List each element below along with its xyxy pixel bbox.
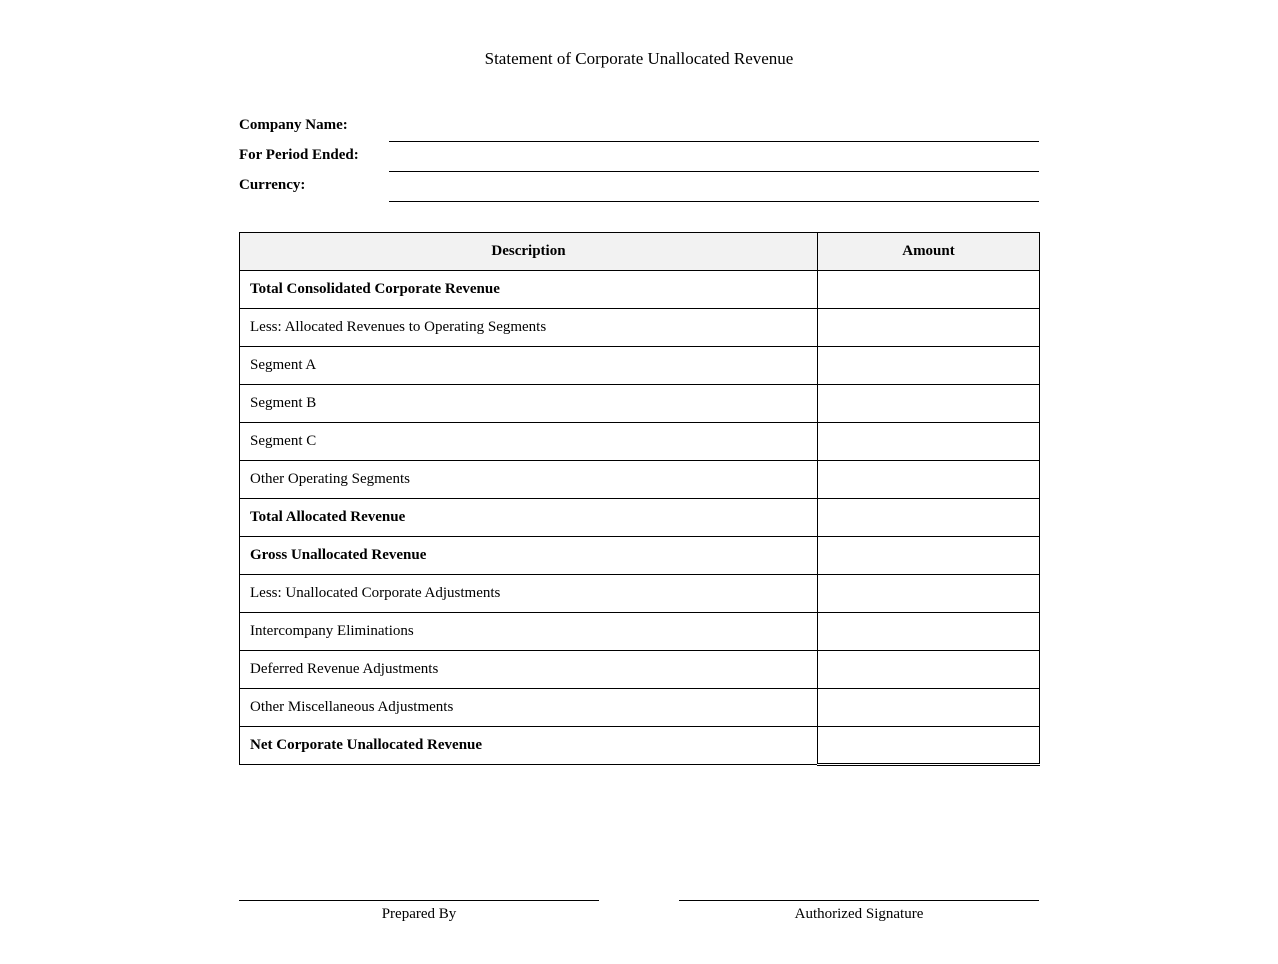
row-description: Intercompany Eliminations bbox=[240, 613, 818, 651]
row-amount-cell[interactable] bbox=[818, 575, 1040, 613]
row-amount-cell[interactable] bbox=[818, 271, 1040, 309]
row-amount-cell[interactable] bbox=[818, 499, 1040, 537]
row-description: Total Allocated Revenue bbox=[240, 499, 818, 537]
table-row bbox=[240, 309, 1040, 347]
currency-field bbox=[239, 177, 1039, 207]
table-row bbox=[240, 385, 1040, 423]
period-ended-label: For Period Ended: bbox=[239, 147, 359, 163]
table-row bbox=[240, 613, 1040, 651]
table-row bbox=[240, 271, 1040, 309]
amount-header: Amount bbox=[818, 233, 1040, 271]
table-row bbox=[240, 689, 1040, 727]
row-amount-cell[interactable] bbox=[818, 651, 1040, 689]
authorized-signature: Authorized Signature bbox=[679, 900, 1039, 923]
table-row bbox=[240, 499, 1040, 537]
row-description: Other Operating Segments bbox=[240, 461, 818, 499]
row-amount-cell[interactable] bbox=[818, 689, 1040, 727]
table-row bbox=[240, 461, 1040, 499]
row-amount-cell[interactable] bbox=[818, 423, 1040, 461]
currency-line[interactable] bbox=[389, 201, 1039, 202]
row-amount-cell[interactable] bbox=[818, 537, 1040, 575]
row-description: Segment A bbox=[240, 347, 818, 385]
company-name-field bbox=[239, 117, 1039, 147]
row-amount-cell[interactable] bbox=[818, 727, 1040, 765]
table-row bbox=[240, 537, 1040, 575]
company-name-label: Company Name: bbox=[239, 117, 348, 133]
table-body bbox=[240, 271, 1040, 765]
period-ended-line[interactable] bbox=[389, 171, 1039, 172]
row-amount-cell[interactable] bbox=[818, 347, 1040, 385]
company-name-line[interactable] bbox=[389, 141, 1039, 142]
table-row bbox=[240, 423, 1040, 461]
currency-label: Currency: bbox=[239, 177, 306, 193]
row-description: Gross Unallocated Revenue bbox=[240, 537, 818, 575]
row-amount-cell[interactable] bbox=[818, 461, 1040, 499]
document-title: Statement of Corporate Unallocated Revenue bbox=[484, 49, 794, 68]
prepared-by-signature: Prepared By bbox=[239, 900, 599, 923]
table-row bbox=[240, 651, 1040, 689]
table-row bbox=[240, 727, 1040, 765]
row-description: Segment C bbox=[240, 423, 818, 461]
row-amount-cell[interactable] bbox=[818, 309, 1040, 347]
row-description: Net Corporate Unallocated Revenue bbox=[240, 727, 818, 765]
period-ended-field bbox=[239, 147, 1039, 177]
row-description: Other Miscellaneous Adjustments bbox=[240, 689, 818, 727]
row-description: Deferred Revenue Adjustments bbox=[240, 651, 818, 689]
row-amount-cell[interactable] bbox=[818, 613, 1040, 651]
description-header: Description bbox=[240, 233, 818, 271]
row-description: Segment B bbox=[240, 385, 818, 423]
revenue-table bbox=[239, 232, 1040, 766]
row-description: Less: Allocated Revenues to Operating Segments bbox=[240, 309, 818, 347]
table-header-row bbox=[240, 233, 1040, 271]
table-row bbox=[240, 347, 1040, 385]
row-amount-cell[interactable] bbox=[818, 385, 1040, 423]
row-description: Total Consolidated Corporate Revenue bbox=[240, 271, 818, 309]
table-row bbox=[240, 575, 1040, 613]
row-description: Less: Unallocated Corporate Adjustments bbox=[240, 575, 818, 613]
